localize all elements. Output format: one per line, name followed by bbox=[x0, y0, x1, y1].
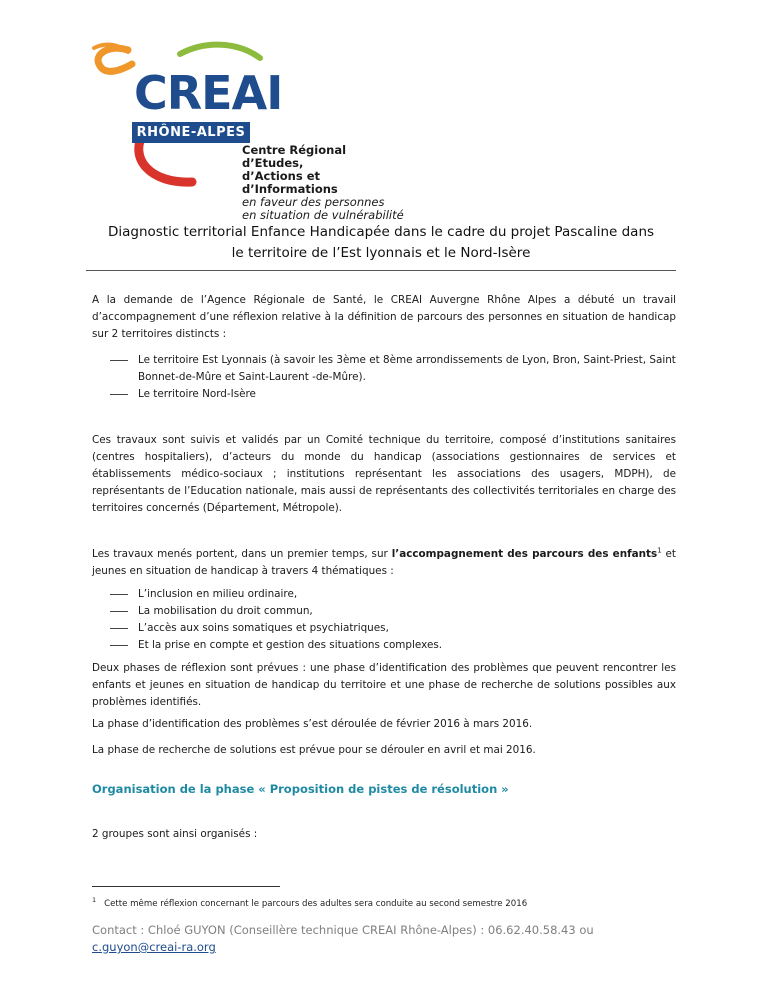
list-item-text: Et la prise en compte et gestion des situations complexes. bbox=[138, 639, 443, 651]
title-line: Diagnostic territorial Enfance Handicapée dans le cadre du projet Pascaline dans bbox=[107, 224, 655, 240]
creai-logo bbox=[88, 36, 408, 222]
footnote-ref[interactable]: 1 bbox=[657, 546, 662, 555]
title-line: le territoire de l’Est lyonnais et le Nord-Isère bbox=[231, 245, 531, 261]
list-item bbox=[110, 637, 676, 654]
committee-paragraph: Ces travaux sont suivis et validés par un Comité technique du territoire, composé d’institutions sanitaires (centres hospitaliers), d’acteurs du monde du handicap (associations gestionnaires de services et établissements médico-sociaux ; institutions représentant les associations des usagers, MDPH), de représentants de l’Education nationale, mais aussi de représentants des collectivités territoriales en charge des territoires concernés (Département, Métropole). bbox=[92, 434, 676, 514]
document-title bbox=[86, 222, 676, 271]
contact-footer bbox=[92, 922, 652, 956]
territory-list bbox=[110, 352, 676, 403]
contact-email-link[interactable]: c.guyon@creai-ra.org bbox=[92, 940, 216, 954]
dash-icon bbox=[110, 611, 128, 612]
contact-text: Contact : Chloé GUYON (Conseillère technique CREAI Rhône-Alpes) : 06.62.40.58.43 ou bbox=[92, 923, 594, 937]
list-item bbox=[110, 352, 676, 386]
footnote bbox=[92, 896, 527, 909]
logo-subtitle-line: Centre Régional d’Etudes, bbox=[242, 143, 347, 170]
dash-icon bbox=[110, 394, 128, 395]
logo-wordmark: CREAI bbox=[134, 66, 283, 120]
logo-subtitle-line: en faveur des personnes bbox=[242, 195, 385, 209]
theme-list bbox=[110, 586, 676, 654]
footnote-text: Cette même réflexion concernant le parcours des adultes sera conduite au second semestre 2016 bbox=[104, 898, 528, 909]
list-item-text: L’accès aux soins somatiques et psychiatriques, bbox=[138, 622, 389, 634]
logo-region: RHÔNE-ALPES bbox=[132, 122, 250, 143]
list-item-text: La mobilisation du droit commun, bbox=[138, 605, 313, 617]
list-item bbox=[110, 586, 676, 603]
phase-research-paragraph: La phase de recherche de solutions est prévue pour se dérouler en avril et mai 2016. bbox=[92, 744, 536, 756]
list-item bbox=[110, 620, 676, 637]
logo-subtitle-line: en situation de vulnérabilité bbox=[242, 208, 404, 222]
footnote-divider bbox=[92, 886, 280, 887]
footnote-number: 1 bbox=[92, 896, 97, 904]
work-paragraph bbox=[92, 546, 676, 580]
section-heading: Organisation de la phase « Proposition de pistes de résolution » bbox=[92, 782, 509, 796]
phase-identification-paragraph: La phase d’identification des problèmes s’est déroulée de février 2016 à mars 2016. bbox=[92, 718, 533, 730]
dash-icon bbox=[110, 594, 128, 595]
work-text: Les travaux menés portent, dans un premier temps, sur bbox=[92, 548, 392, 560]
list-item bbox=[110, 603, 676, 620]
dash-icon bbox=[110, 645, 128, 646]
list-item-text: L’inclusion en milieu ordinaire, bbox=[138, 588, 298, 600]
work-text: et jeunes en situation de handicap à travers 4 thématiques : bbox=[92, 548, 676, 577]
logo-subtitle bbox=[242, 144, 408, 222]
logo-subtitle-line: d’Actions et d’Informations bbox=[242, 169, 338, 196]
intro-paragraph: A la demande de l’Agence Régionale de Santé, le CREAI Auvergne Rhône Alpes a débuté un travail d’accompagnement d’une réflexion relative à la définition de parcours des personnes en situation de handicap sur 2 territoires distincts : bbox=[92, 294, 676, 340]
groups-intro-paragraph: 2 groupes sont ainsi organisés : bbox=[92, 828, 258, 840]
dash-icon bbox=[110, 360, 128, 361]
dash-icon bbox=[110, 628, 128, 629]
list-item-text: Le territoire Nord-Isère bbox=[138, 388, 256, 400]
work-emphasis: l’accompagnement des parcours des enfants bbox=[391, 548, 658, 560]
phases-paragraph: Deux phases de réflexion sont prévues : une phase d’identification des problèmes que peuvent rencontrer les enfants et jeunes en situation de handicap du territoire et une phase de recherche de solutions possibles aux problèmes identifiés. bbox=[92, 662, 676, 708]
list-item bbox=[110, 386, 676, 403]
list-item-text: Le territoire Est Lyonnais (à savoir les 3ème et 8ème arrondissements de Lyon, Bron, Saint-Priest, Saint Bonnet-de-Mûre et Saint-Laurent -de-Mûre). bbox=[138, 354, 676, 383]
